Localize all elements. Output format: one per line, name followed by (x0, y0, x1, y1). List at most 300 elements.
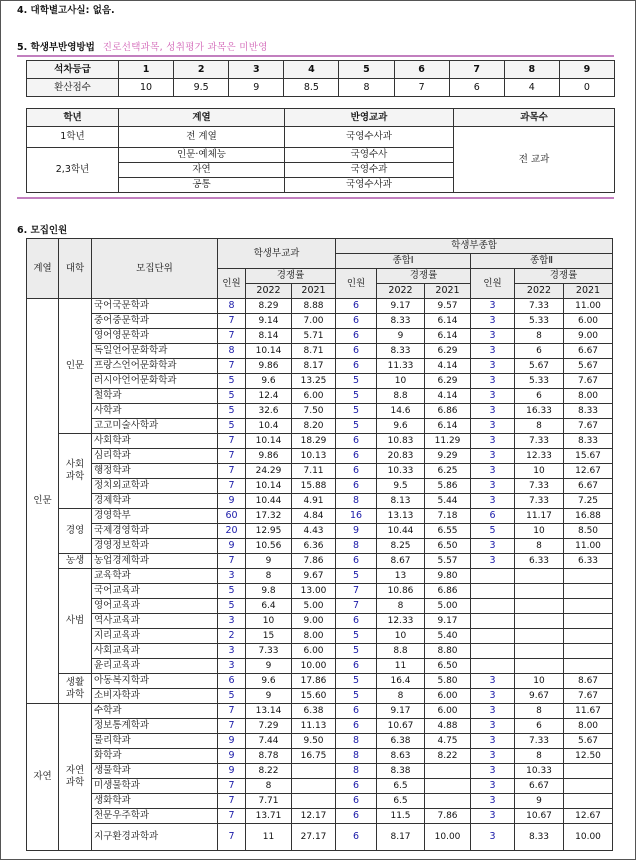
ratio-cell: 10.14 (246, 434, 292, 449)
unit-cell: 생화학과 (92, 794, 218, 809)
col-header: 2022 (246, 284, 292, 299)
track-cell: 자연 (119, 163, 285, 178)
ratio-cell: 6.29 (425, 344, 471, 359)
ratio-cell (564, 629, 613, 644)
ratio-cell: 10.33 (377, 464, 425, 479)
quota-cell (471, 659, 515, 674)
quota-cell: 6 (218, 674, 246, 689)
quota-cell: 7 (218, 449, 246, 464)
col-header: 학생부교과 (218, 239, 336, 269)
table-row (27, 554, 613, 569)
college-cell: 자연 과학 (59, 704, 92, 851)
quota-cell: 9 (218, 764, 246, 779)
ratio-cell: 8 (515, 539, 564, 554)
grade-cell: 1 (119, 61, 174, 79)
ratio-cell: 8.71 (292, 344, 336, 359)
quota-cell: 7 (336, 599, 377, 614)
ratio-cell: 8 (246, 779, 292, 794)
quota-cell: 9 (218, 539, 246, 554)
ratio-cell (515, 599, 564, 614)
ratio-cell: 8.78 (246, 749, 292, 764)
ratio-cell: 11.67 (564, 704, 613, 719)
quota-cell: 3 (471, 719, 515, 734)
ratio-cell: 6.38 (292, 704, 336, 719)
quota-cell: 8 (218, 344, 246, 359)
quota-cell: 6 (336, 704, 377, 719)
unit-cell: 고고미술사학과 (92, 419, 218, 434)
table-row (27, 509, 613, 524)
ratio-cell: 6.55 (425, 524, 471, 539)
ratio-cell: 9 (246, 554, 292, 569)
ratio-cell: 6.67 (564, 344, 613, 359)
ratio-cell (564, 779, 613, 794)
ratio-cell: 9.86 (246, 449, 292, 464)
ratio-cell: 10.56 (246, 539, 292, 554)
table-row (27, 659, 613, 674)
quota-cell: 9 (218, 734, 246, 749)
table-row (27, 704, 613, 719)
ratio-cell (564, 614, 613, 629)
table-row (27, 419, 613, 434)
ratio-cell: 8.38 (377, 764, 425, 779)
ratio-cell (564, 659, 613, 674)
col-header: 2022 (515, 284, 564, 299)
unit-cell: 정보통계학과 (92, 719, 218, 734)
quota-cell: 3 (471, 494, 515, 509)
quota-cell: 7 (218, 779, 246, 794)
ratio-cell: 9.67 (292, 569, 336, 584)
quota-cell: 3 (471, 689, 515, 704)
table-row (27, 719, 613, 734)
table-row (27, 749, 613, 764)
table-row (27, 479, 613, 494)
quota-cell: 7 (218, 464, 246, 479)
unit-cell: 영어영문학과 (92, 329, 218, 344)
quota-cell: 7 (218, 704, 246, 719)
ratio-cell: 6.25 (425, 464, 471, 479)
ratio-cell: 6.00 (564, 314, 613, 329)
col-header: 2021 (564, 284, 613, 299)
college-cell: 생활 과학 (59, 674, 92, 704)
quota-cell (471, 614, 515, 629)
quota-cell: 7 (218, 329, 246, 344)
ratio-cell: 9.17 (377, 704, 425, 719)
ratio-cell: 12.17 (292, 809, 336, 824)
table-row (27, 734, 613, 749)
ratio-cell: 7.71 (246, 794, 292, 809)
table-row (27, 374, 613, 389)
ratio-cell: 6.14 (425, 419, 471, 434)
ratio-cell: 9 (246, 659, 292, 674)
table-row (27, 299, 613, 314)
unit-cell: 교육학과 (92, 569, 218, 584)
ratio-cell: 13.71 (246, 809, 292, 824)
ratio-cell: 5.86 (425, 479, 471, 494)
ratio-cell: 20.83 (377, 449, 425, 464)
quota-cell: 6 (336, 719, 377, 734)
table-row (27, 524, 613, 539)
ratio-cell: 8.33 (564, 404, 613, 419)
quota-cell: 3 (471, 404, 515, 419)
ratio-cell: 9.6 (246, 674, 292, 689)
table-row (27, 464, 613, 479)
ratio-cell: 8 (515, 704, 564, 719)
quota-cell: 5 (218, 689, 246, 704)
quota-cell: 5 (218, 419, 246, 434)
table-row (27, 449, 613, 464)
quota-cell: 3 (471, 329, 515, 344)
quota-cell: 3 (218, 644, 246, 659)
unit-cell: 화학과 (92, 749, 218, 764)
quota-cell: 6 (471, 509, 515, 524)
ratio-cell: 6 (515, 389, 564, 404)
ratio-cell: 16.33 (515, 404, 564, 419)
ratio-cell: 6.33 (515, 554, 564, 569)
ratio-cell: 4.88 (425, 719, 471, 734)
ratio-cell: 13.13 (377, 509, 425, 524)
score-cell: 10 (119, 79, 174, 97)
ratio-cell: 6.4 (246, 599, 292, 614)
ratio-cell (564, 599, 613, 614)
grade-cell: 5 (339, 61, 394, 79)
ratio-cell: 10.14 (246, 344, 292, 359)
quota-cell: 5 (336, 419, 377, 434)
ratio-cell: 7.29 (246, 719, 292, 734)
ratio-cell: 15.60 (292, 689, 336, 704)
ratio-cell: 10.00 (292, 659, 336, 674)
ratio-cell: 9.29 (425, 449, 471, 464)
ratio-cell: 5.33 (515, 374, 564, 389)
ratio-cell: 10.14 (246, 479, 292, 494)
ratio-cell: 8.33 (377, 314, 425, 329)
ratio-cell: 9.17 (377, 299, 425, 314)
ratio-cell: 10 (515, 464, 564, 479)
quota-cell: 3 (471, 674, 515, 689)
ratio-cell: 5.67 (564, 359, 613, 374)
section-divider (17, 55, 614, 57)
quota-cell: 5 (218, 404, 246, 419)
ratio-cell: 7.11 (292, 464, 336, 479)
quota-cell: 3 (471, 539, 515, 554)
table-row (27, 314, 613, 329)
ratio-cell: 5.57 (425, 554, 471, 569)
ratio-cell: 6.67 (564, 479, 613, 494)
ratio-cell: 8.67 (564, 674, 613, 689)
quota-cell: 7 (218, 554, 246, 569)
ratio-cell: 6.67 (515, 779, 564, 794)
section-5-note: 진로선택과목, 성취평가 과목은 미반영 (102, 42, 268, 53)
quota-cell: 3 (471, 734, 515, 749)
grade-year-cell: 2,3학년 (27, 148, 119, 193)
ratio-cell: 11.13 (292, 719, 336, 734)
unit-cell: 미생물학과 (92, 779, 218, 794)
ratio-cell: 8 (246, 569, 292, 584)
col-header: 종합Ⅱ (471, 254, 613, 269)
ratio-cell: 7.33 (515, 734, 564, 749)
col-header: 종합Ⅰ (336, 254, 471, 269)
quota-cell: 3 (218, 614, 246, 629)
unit-cell: 물리학과 (92, 734, 218, 749)
quota-cell (471, 569, 515, 584)
score-row (27, 79, 615, 97)
col-header: 계열 (27, 239, 59, 299)
unit-cell: 소비자학과 (92, 689, 218, 704)
ratio-cell: 10 (377, 374, 425, 389)
ratio-cell (564, 584, 613, 599)
ratio-cell: 9.80 (425, 569, 471, 584)
quota-cell: 5 (218, 374, 246, 389)
ratio-cell (515, 644, 564, 659)
quota-cell: 3 (471, 554, 515, 569)
quota-cell: 20 (218, 524, 246, 539)
ratio-cell: 24.29 (246, 464, 292, 479)
score-cell: 8 (339, 79, 394, 97)
ratio-cell: 6 (515, 344, 564, 359)
college-cell: 경영 (59, 509, 92, 554)
ratio-cell: 9.5 (377, 479, 425, 494)
quota-cell: 7 (218, 479, 246, 494)
table-row (27, 689, 613, 704)
subject-cell: 국영수과 (285, 163, 454, 178)
division-cell: 자연 (27, 704, 59, 851)
ratio-cell: 5.00 (425, 599, 471, 614)
quota-cell: 3 (471, 434, 515, 449)
ratio-cell: 13.25 (292, 374, 336, 389)
table-row (27, 629, 613, 644)
ratio-cell: 12.95 (246, 524, 292, 539)
ratio-cell: 12.33 (515, 449, 564, 464)
unit-cell: 정치외교학과 (92, 479, 218, 494)
ratio-cell: 5.44 (425, 494, 471, 509)
ratio-cell: 4.84 (292, 509, 336, 524)
ratio-cell: 6.29 (425, 374, 471, 389)
table-row (27, 599, 613, 614)
ratio-cell: 12.50 (564, 749, 613, 764)
ratio-cell: 10 (515, 524, 564, 539)
ratio-cell: 11.5 (377, 809, 425, 824)
col-header: 경쟁률 (377, 269, 471, 284)
col-header: 인원 (336, 269, 377, 299)
ratio-cell (515, 659, 564, 674)
ratio-cell: 6.00 (425, 689, 471, 704)
ratio-cell: 5.33 (515, 314, 564, 329)
ratio-cell: 8.17 (377, 824, 425, 851)
ratio-cell: 8.33 (564, 434, 613, 449)
quota-cell: 5 (336, 569, 377, 584)
col-header: 경쟁률 (246, 269, 336, 284)
grade-conversion-table (26, 60, 615, 97)
unit-cell: 국제경영학과 (92, 524, 218, 539)
quota-cell: 5 (218, 389, 246, 404)
quota-cell: 6 (336, 299, 377, 314)
table-row (27, 494, 613, 509)
section-6-heading: 6. 모집인원 (17, 225, 68, 236)
quota-cell: 3 (471, 359, 515, 374)
ratio-cell: 6.86 (425, 404, 471, 419)
ratio-cell: 8.25 (377, 539, 425, 554)
table-row (27, 584, 613, 599)
unit-cell: 수학과 (92, 704, 218, 719)
ratio-cell: 14.6 (377, 404, 425, 419)
ratio-cell: 6.00 (292, 389, 336, 404)
ratio-cell: 9.6 (246, 374, 292, 389)
col-header: 경쟁률 (515, 269, 613, 284)
ratio-cell: 10.00 (564, 824, 613, 851)
quota-cell: 6 (336, 464, 377, 479)
ratio-cell: 5.00 (292, 599, 336, 614)
quota-cell: 5 (218, 584, 246, 599)
ratio-cell: 9.00 (292, 614, 336, 629)
grade-cell: 7 (449, 61, 504, 79)
col-header: 인원 (218, 269, 246, 299)
ratio-cell: 8.20 (292, 419, 336, 434)
quota-cell: 3 (218, 569, 246, 584)
ratio-cell: 8 (515, 749, 564, 764)
unit-cell: 경영정보학과 (92, 539, 218, 554)
col-header: 반영교과 (285, 109, 454, 127)
quota-cell: 7 (218, 434, 246, 449)
unit-cell: 생물학과 (92, 764, 218, 779)
quota-cell: 3 (471, 314, 515, 329)
score-cell: 7 (394, 79, 449, 97)
ratio-cell: 7.33 (515, 494, 564, 509)
ratio-cell: 6.36 (292, 539, 336, 554)
quota-cell (471, 644, 515, 659)
ratio-cell: 7.50 (292, 404, 336, 419)
table-row (27, 569, 613, 584)
ratio-cell: 8.29 (246, 299, 292, 314)
ratio-cell: 9.14 (246, 314, 292, 329)
quota-cell: 3 (471, 479, 515, 494)
quota-cell: 3 (471, 344, 515, 359)
ratio-cell (292, 779, 336, 794)
ratio-cell: 7.33 (515, 434, 564, 449)
ratio-cell: 4.14 (425, 359, 471, 374)
quota-cell: 6 (336, 794, 377, 809)
ratio-cell (564, 794, 613, 809)
ratio-cell: 7.67 (564, 419, 613, 434)
section-5-heading: 5. 학생부반영방법 진로선택과목, 성취평가 과목은 미반영 (17, 42, 268, 53)
ratio-cell: 8.13 (377, 494, 425, 509)
ratio-cell: 10.00 (425, 824, 471, 851)
table-row (27, 674, 613, 689)
quota-cell: 5 (336, 689, 377, 704)
ratio-cell: 8.8 (377, 644, 425, 659)
unit-cell: 사회교육과 (92, 644, 218, 659)
ratio-cell: 8.17 (292, 359, 336, 374)
ratio-cell: 15.88 (292, 479, 336, 494)
ratio-cell (564, 764, 613, 779)
college-cell: 인문 (59, 299, 92, 434)
quota-cell: 7 (218, 794, 246, 809)
quota-cell (471, 629, 515, 644)
quota-cell: 5 (336, 674, 377, 689)
course-reflection-table (26, 108, 615, 193)
ratio-cell: 11 (246, 824, 292, 851)
ratio-cell: 7.44 (246, 734, 292, 749)
quota-cell: 9 (336, 524, 377, 539)
ratio-cell: 10.33 (515, 764, 564, 779)
ratio-cell (292, 764, 336, 779)
ratio-cell: 7.86 (425, 809, 471, 824)
table-row (27, 389, 613, 404)
ratio-cell: 6.50 (425, 539, 471, 554)
ratio-cell: 11.17 (515, 509, 564, 524)
section-divider (17, 197, 614, 199)
ratio-cell: 8.33 (377, 344, 425, 359)
unit-cell: 경영학부 (92, 509, 218, 524)
ratio-cell: 6.14 (425, 329, 471, 344)
ratio-cell: 15.67 (564, 449, 613, 464)
ratio-cell: 6.5 (377, 779, 425, 794)
col-header: 인원 (471, 269, 515, 299)
ratio-cell: 8.80 (425, 644, 471, 659)
ratio-cell: 7.00 (292, 314, 336, 329)
quota-cell: 3 (471, 464, 515, 479)
ratio-cell: 17.86 (292, 674, 336, 689)
table-row (27, 404, 613, 419)
ratio-cell: 10 (515, 674, 564, 689)
unit-cell: 윤리교육과 (92, 659, 218, 674)
quota-cell: 8 (218, 299, 246, 314)
subject-cell: 국영수사과 (285, 178, 454, 193)
quota-cell: 6 (336, 314, 377, 329)
ratio-cell (515, 584, 564, 599)
ratio-cell: 10.44 (377, 524, 425, 539)
table-row (27, 764, 613, 779)
quota-cell: 3 (471, 419, 515, 434)
table-row (27, 344, 613, 359)
ratio-cell: 10.44 (246, 494, 292, 509)
ratio-cell: 12.4 (246, 389, 292, 404)
quota-cell: 5 (218, 599, 246, 614)
course-count-cell: 전 교과 (454, 127, 615, 193)
ratio-cell: 8 (377, 689, 425, 704)
ratio-cell: 13.14 (246, 704, 292, 719)
ratio-cell (515, 614, 564, 629)
ratio-cell: 9.8 (246, 584, 292, 599)
ratio-cell: 7.67 (564, 689, 613, 704)
quota-cell: 3 (471, 824, 515, 851)
quota-cell: 7 (218, 809, 246, 824)
unit-cell: 독일언어문화학과 (92, 344, 218, 359)
ratio-cell: 8.8 (377, 389, 425, 404)
ratio-cell: 4.43 (292, 524, 336, 539)
ratio-cell: 8.22 (425, 749, 471, 764)
quota-cell (471, 599, 515, 614)
ratio-cell: 5.80 (425, 674, 471, 689)
score-cell: 0 (559, 79, 614, 97)
ratio-cell: 6 (515, 719, 564, 734)
ratio-cell: 6.86 (425, 584, 471, 599)
rank-label: 석차등급 (27, 61, 119, 79)
col-header: 모집단위 (92, 239, 218, 299)
quota-cell: 6 (336, 329, 377, 344)
ratio-cell: 16.88 (564, 509, 613, 524)
ratio-cell: 10.4 (246, 419, 292, 434)
ratio-cell: 8.00 (564, 389, 613, 404)
ratio-cell: 11.29 (425, 434, 471, 449)
quota-cell: 8 (336, 734, 377, 749)
ratio-cell: 18.29 (292, 434, 336, 449)
ratio-cell: 8.33 (515, 824, 564, 851)
quota-cell: 3 (471, 389, 515, 404)
ratio-cell: 5.67 (564, 734, 613, 749)
ratio-cell (515, 569, 564, 584)
grade-cell: 9 (559, 61, 614, 79)
col-header: 2021 (425, 284, 471, 299)
ratio-cell: 11.33 (377, 359, 425, 374)
